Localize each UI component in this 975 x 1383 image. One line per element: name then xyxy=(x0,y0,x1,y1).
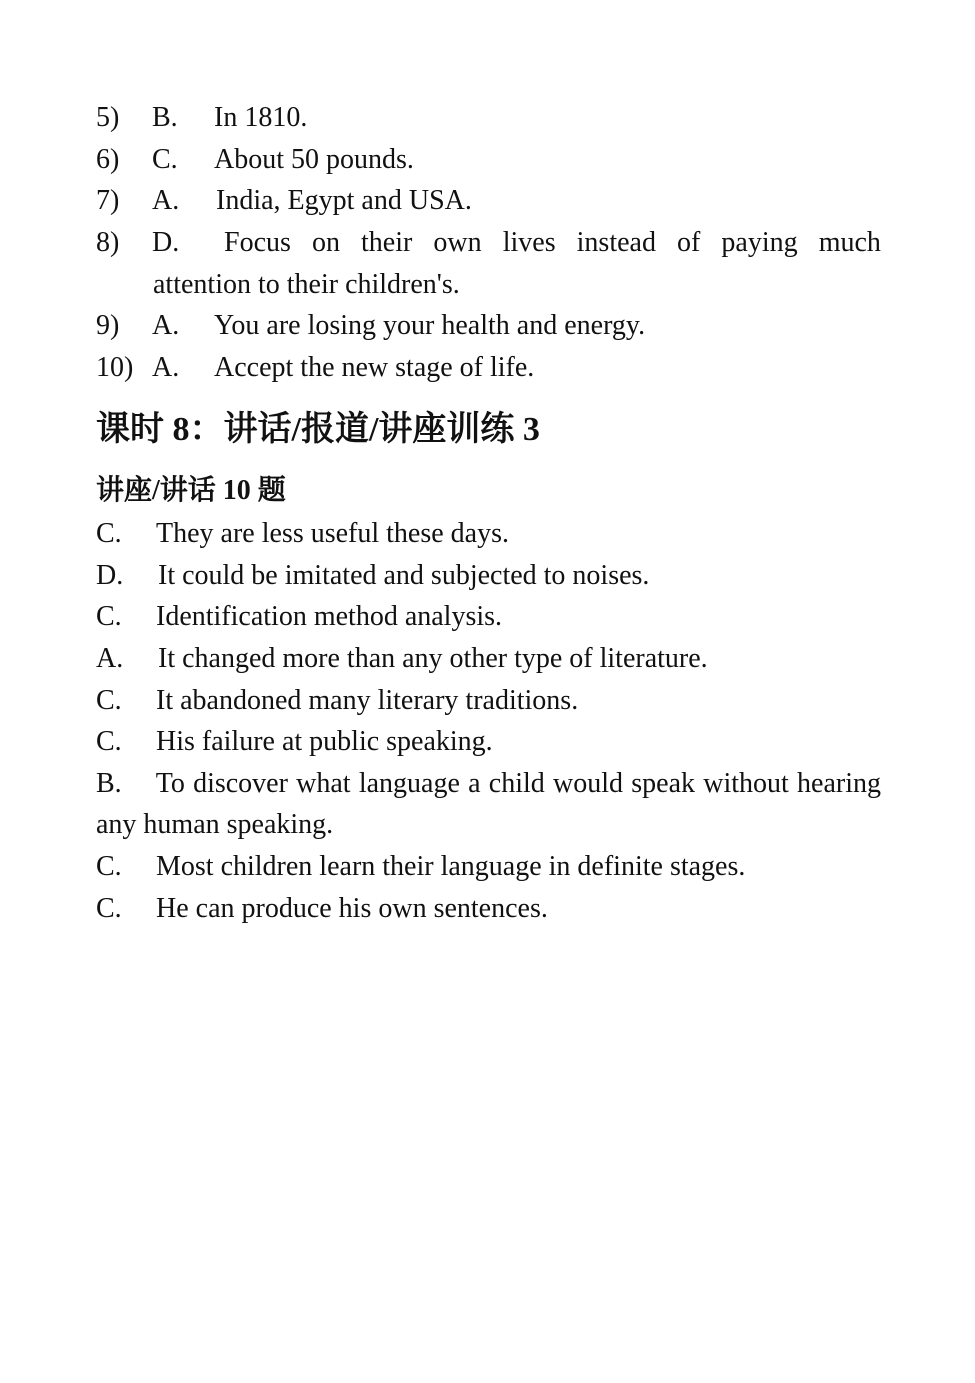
answer-text: His failure at public speaking. xyxy=(156,726,493,757)
item-letter: D. xyxy=(152,227,180,258)
item-number: 7) xyxy=(96,185,120,216)
answer-letter: A. xyxy=(96,643,124,674)
item-letter: A. xyxy=(152,185,180,216)
item-number: 6) xyxy=(96,144,120,175)
answer-text: He can produce his own sentences. xyxy=(156,893,548,924)
item-letter: A. xyxy=(152,310,180,341)
answer-text: It abandoned many literary traditions. xyxy=(156,685,579,716)
answer-text: They are less useful these days. xyxy=(156,518,509,549)
item-number: 10) xyxy=(96,352,134,383)
answer-letter: B. xyxy=(96,768,122,799)
item-number: 8) xyxy=(96,227,120,258)
answer-letter: C. xyxy=(96,851,122,882)
answer-text: Identification method analysis. xyxy=(156,601,503,632)
answer-letter: D. xyxy=(96,560,124,591)
item-text: You are losing your health and energy. xyxy=(214,310,646,341)
item-letter: C. xyxy=(152,144,178,175)
answer-letter: C. xyxy=(96,685,122,716)
item-text: Accept the new stage of life. xyxy=(214,352,535,383)
section-title: 课时 8：讲话/报道/讲座训练 3 xyxy=(96,411,540,448)
answer-letter: C. xyxy=(96,518,122,549)
item-letter: B. xyxy=(152,102,178,133)
answer-letter: C. xyxy=(96,601,122,632)
item-text: In 1810. xyxy=(214,102,308,133)
section-subtitle: 讲座/讲话 10 题 xyxy=(96,475,286,506)
answer-text: It changed more than any other type of literature. xyxy=(158,643,708,674)
item-number: 5) xyxy=(96,102,120,133)
answer-text: To discover what language a child would speak without hearing any human speaking. xyxy=(96,768,881,840)
answer-letter: C. xyxy=(96,893,122,924)
item-text: Focus on their own lives instead of paying much xyxy=(224,227,881,258)
item-text: About 50 pounds. xyxy=(214,144,414,175)
item-letter: A. xyxy=(152,352,180,383)
item-text-continuation: attention to their children's. xyxy=(153,269,460,300)
lecture-answer-wrapped xyxy=(96,763,881,845)
answer-text: It could be imitated and subjected to noises. xyxy=(158,560,650,591)
item-text: India, Egypt and USA. xyxy=(216,185,472,216)
item-number: 9) xyxy=(96,310,120,341)
answer-letter: C. xyxy=(96,726,122,757)
answer-text: Most children learn their language in definite stages. xyxy=(156,851,746,882)
